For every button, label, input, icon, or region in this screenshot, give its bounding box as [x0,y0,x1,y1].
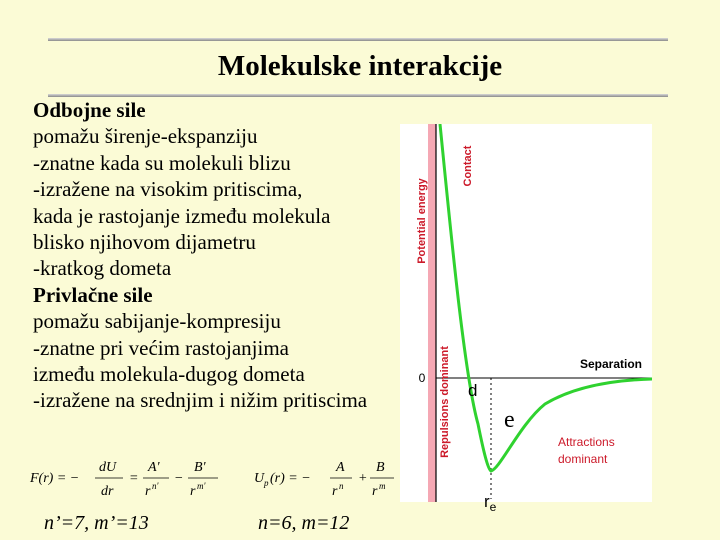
potential-frac1-exp: n [339,481,344,491]
repulsion-label: Repulsions dominant [439,346,451,458]
exponents-note-potential: n=6, m=12 [258,512,350,534]
force-eq: = [129,471,139,486]
repulsive-line: -kratkog dometa [33,256,172,281]
potential-frac2-exp: m [379,481,386,491]
attractive-line: -izražene na srednjim i nižim pritiscima [33,388,368,413]
force-lhs: F(r) = − [30,471,80,486]
attractive-line: -znatne pri većim rastojanjima [33,335,289,360]
potential-frac2-num: B [376,460,385,475]
force-frac1-den: dr [101,484,114,499]
force-frac3-num: B' [194,460,206,475]
force-formula [28,448,238,508]
epsilon-label: e [504,407,515,433]
forces-text [33,97,453,414]
potential-frac2-den: r [372,484,378,499]
force-frac2-exp: n' [152,481,159,491]
re-subscript: e [489,500,497,514]
potential-frac1-den: r [332,484,338,499]
contact-label: Contact [462,145,474,187]
potential-frac1-num: A [336,460,345,475]
force-frac3-exp: m' [197,481,206,491]
potential-plus: + [358,471,368,486]
re-letter: r [484,492,490,511]
force-frac2-num: A' [148,460,160,475]
repulsive-line: pomažu širenje-ekspanziju [33,124,258,149]
y-axis-label: Potential energy [416,178,428,264]
repulsive-heading: Odbojne sile [33,98,146,122]
separation-label: Separation [579,357,642,371]
zero-label: 0 [418,371,426,385]
attractive-line: pomažu sabijanje-kompresiju [33,309,281,334]
force-minus: − [174,471,184,486]
repulsive-line: -izražene na visokim pritiscima, [33,177,303,202]
repulsion-band [428,124,436,502]
exponents-note-force: n’=7, m’=13 [44,512,149,534]
top-divider [48,38,668,41]
re-label [484,492,496,514]
repulsive-line: blisko njihovom dijametru [33,230,256,255]
attractive-heading: Privlačne sile [33,282,153,307]
potential-lhs-rest: (r) = − [270,471,311,486]
attractive-line: između molekula-dugog dometa [33,362,305,387]
repulsive-line: -znatne kada su molekuli blizu [33,150,291,175]
attractions-label: Attractions [558,435,615,449]
dominant-label: dominant [558,452,608,466]
page-title: Molekulske interakcije [217,50,503,82]
diameter-label: d [468,381,478,400]
potential-lhs-sub: p [264,478,269,488]
force-frac2-den: r [145,484,151,499]
potential-energy-graph [400,124,652,502]
potential-formula [252,448,402,508]
repulsive-line: kada je rastojanje između molekula [33,203,331,228]
potential-lhs: U [254,471,265,486]
force-frac1-num: dU [99,460,117,475]
force-frac3-den: r [190,484,196,499]
